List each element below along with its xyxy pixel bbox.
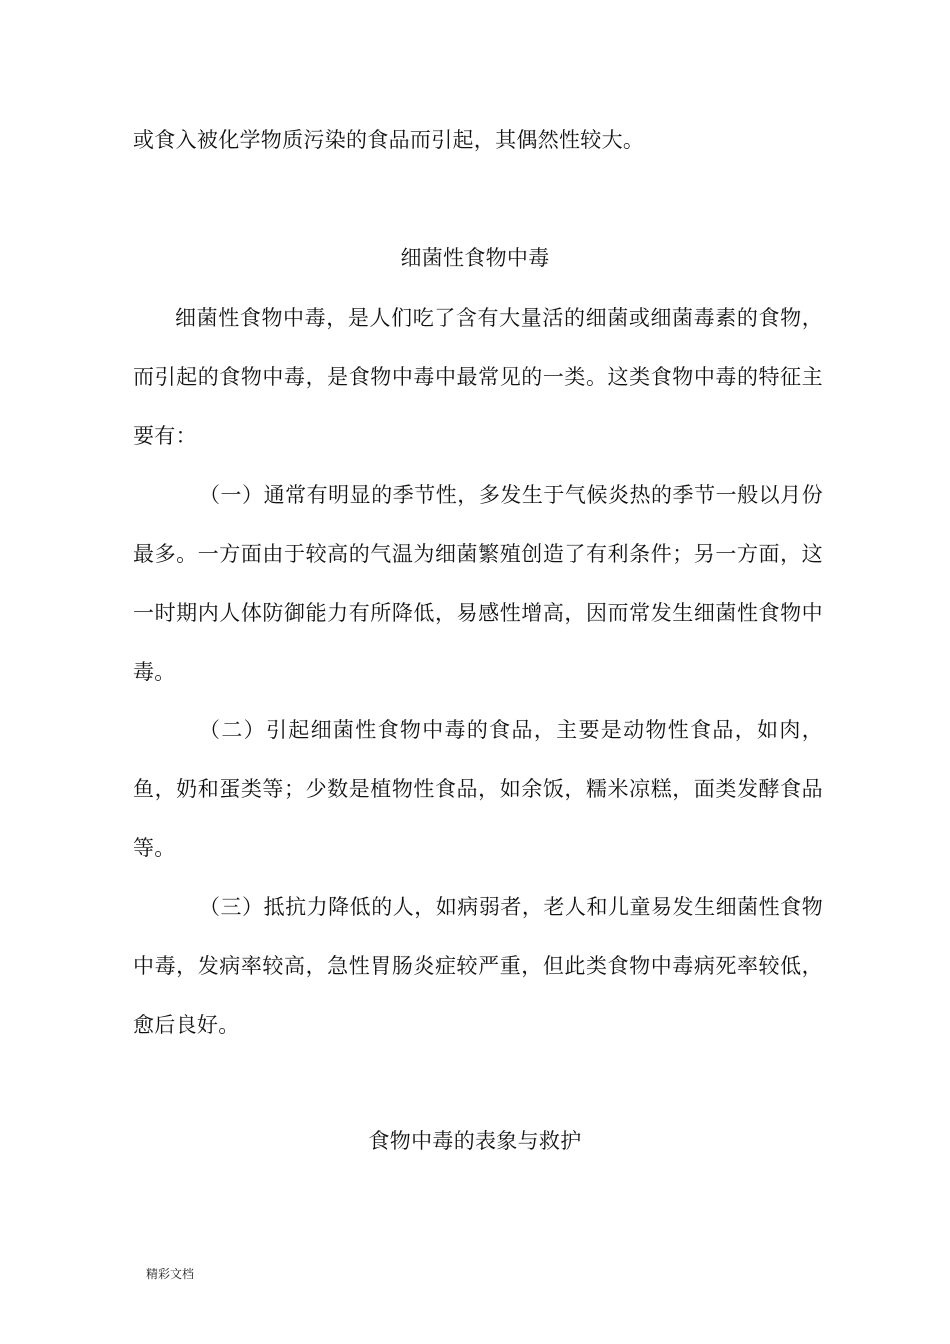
section-heading-bacterial-food-poisoning: 细菌性食物中毒	[400, 246, 550, 270]
intro-paragraph-tail: 或食入被化学物质污染的食品而引起，其偶然性较大。	[133, 128, 645, 152]
characteristic-item-3: （三）抵抗力降低的人，如病弱者，老人和儿童易发生细菌性食物中毒，发病率较高，急性胃肠炎症较严重，但此类食物中毒病死率较低，愈后良好。	[133, 895, 823, 1037]
characteristic-item-1: （一）通常有明显的季节性，多发生于气候炎热的季节一般以月份最多。一方面由于较高的气温为细菌繁殖创造了有利条件；另一方面，这一时期内人体防御能力有所降低，易感性增高，因而常发生细菌性食物中毒。	[133, 483, 823, 684]
page-footer: 精彩文档	[146, 1267, 195, 1281]
bacterial-poisoning-intro-paragraph: 细菌性食物中毒，是人们吃了含有大量活的细菌或细菌毒素的食物，而引起的食物中毒，是食物中毒中最常见的一类。这类食物中毒的特征主要有：	[133, 306, 823, 448]
characteristic-item-2: （二）引起细菌性食物中毒的食品，主要是动物性食品，如肉，鱼，奶和蛋类等；少数是植物性食品，如余饭，糯米凉糕，面类发酵食品等。	[133, 718, 823, 860]
section-heading-symptoms-and-rescue: 食物中毒的表象与救护	[368, 1129, 582, 1153]
